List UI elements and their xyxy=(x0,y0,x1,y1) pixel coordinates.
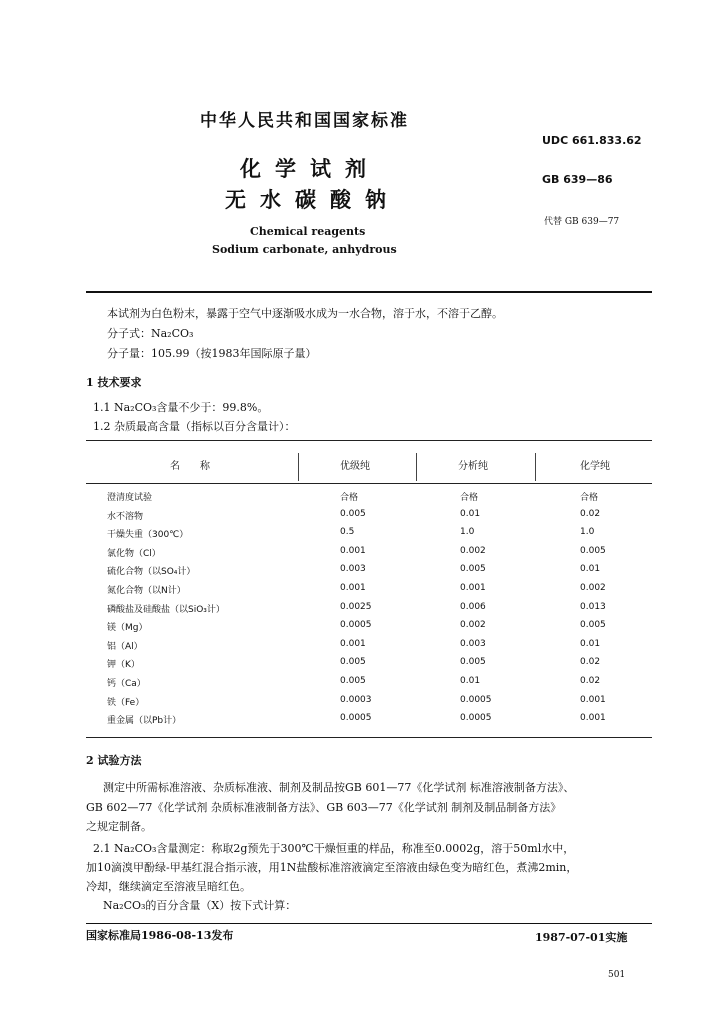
impurity-name: 镁（Mg） xyxy=(107,623,148,634)
impurity-limit: 0.005 xyxy=(460,657,486,668)
replaces-note: 代替 GB 639—77 xyxy=(544,217,620,227)
molecular-formula xyxy=(107,325,193,341)
table-header-gr: 优级纯 xyxy=(340,461,370,472)
impurity-name: 硫化合物（以SO₄计） xyxy=(107,567,196,578)
table-row xyxy=(0,695,722,713)
table-row xyxy=(0,657,722,675)
impurity-limit: 1.0 xyxy=(580,527,595,538)
impurity-limit: 0.0005 xyxy=(340,620,372,631)
table-col-sep xyxy=(416,453,417,481)
impurity-limit: 0.0025 xyxy=(340,601,372,612)
table-row xyxy=(0,527,722,545)
impurity-limit: 0.0003 xyxy=(340,694,372,705)
impurity-limit: 0.001 xyxy=(580,713,606,724)
section2-heading: 2 试验方法 xyxy=(86,754,142,767)
impurity-limit: 0.005 xyxy=(340,657,366,668)
table-bottom-rule xyxy=(86,737,652,738)
impurity-limit: 0.0005 xyxy=(340,713,372,724)
section2-para2-line1: 2.1 Na₂CO₃含量测定：称取2g预先于300℃干燥恒重的样品，称准至0.0002g，溶于50ml水中， xyxy=(93,842,575,855)
impurity-name: 钾（K） xyxy=(107,660,140,671)
impurity-limit: 0.005 xyxy=(580,545,606,556)
table-top-rule xyxy=(86,440,652,441)
impurity-limit: 0.005 xyxy=(460,564,486,575)
impurity-limit: 0.001 xyxy=(340,583,366,593)
title-cn-line1: 化学试剂 xyxy=(240,156,380,181)
formula-value: Na₂CO₃ xyxy=(151,327,194,340)
impurity-limit: 合格 xyxy=(460,493,479,503)
section1-heading: 1 技术要求 xyxy=(86,376,142,389)
issue-date: 国家标准局1986-08-13发布 xyxy=(86,929,234,942)
impurity-limit: 0.001 xyxy=(340,545,366,556)
effective-date: 1987-07-01实施 xyxy=(535,931,628,944)
impurity-name: 重金属（以Pb计） xyxy=(107,716,182,727)
impurity-limit: 0.003 xyxy=(340,564,366,575)
impurity-limit: 0.005 xyxy=(580,620,606,631)
impurity-limit: 0.005 xyxy=(340,508,366,519)
impurity-name: 氮化合物（以N计） xyxy=(107,586,186,596)
impurity-name: 氯化物（Cl） xyxy=(107,548,161,559)
section2-para1-line2: GB 602—77《化学试剂 杂质标准液制备方法》、GB 603—77《化学试剂 制剂及制品制备方法》 xyxy=(86,801,562,814)
impurity-limit: 0.001 xyxy=(580,694,606,705)
impurity-limit: 0.006 xyxy=(460,601,486,612)
table-col-sep xyxy=(535,453,536,481)
impurity-limit: 0.005 xyxy=(340,676,366,686)
impurity-limit: 0.002 xyxy=(460,620,486,631)
gb-number: GB 639—86 xyxy=(542,173,613,186)
impurity-limit: 0.01 xyxy=(580,638,601,649)
table-row xyxy=(0,583,722,601)
table-header-rule xyxy=(86,483,652,484)
impurity-limit: 合格 xyxy=(340,493,359,503)
section1-item2: 1.2 杂质最高含量（指标以百分含量计）： xyxy=(93,420,296,433)
impurity-limit: 0.0005 xyxy=(460,694,492,705)
impurity-limit: 0.001 xyxy=(340,638,366,649)
molecular-mass: 分子量：105.99（按1983年国际原子量） xyxy=(107,347,317,360)
page-number: 501 xyxy=(608,970,626,980)
section2-para2-line3: 冷却，继续滴定至溶液呈暗红色。 xyxy=(86,880,251,893)
title-en-line2: Sodium carbonate, anhydrous xyxy=(212,243,397,256)
table-row xyxy=(0,676,722,694)
impurity-limit: 0.003 xyxy=(460,638,486,649)
table-col-sep xyxy=(298,453,299,481)
header-divider xyxy=(86,291,652,293)
impurity-limit: 1.0 xyxy=(460,527,475,538)
impurity-limit: 0.02 xyxy=(580,508,601,519)
section2-para2-line2: 加10滴溴甲酚绿-甲基红混合指示液，用1N盐酸标准溶液滴定至溶液由绿色变为暗红色，煮沸2min， xyxy=(86,861,578,874)
impurity-limit: 0.001 xyxy=(460,583,486,593)
section2-para1-line3: 之规定制备。 xyxy=(86,820,152,833)
table-row xyxy=(0,713,722,731)
impurity-limit: 0.0005 xyxy=(460,713,492,724)
impurity-name: 铝（Al） xyxy=(107,641,143,652)
impurity-name: 干燥失重（300℃） xyxy=(107,530,189,541)
udc-number: UDC 661.833.62 xyxy=(542,134,642,147)
impurity-limit: 0.02 xyxy=(580,676,601,686)
table-row xyxy=(0,564,722,582)
table-row xyxy=(0,546,722,564)
footer-divider xyxy=(86,923,652,924)
section1-item1: 1.1 Na₂CO₃含量不少于：99.8%。 xyxy=(93,401,269,414)
impurity-limit: 0.013 xyxy=(580,601,606,612)
impurity-limit: 0.002 xyxy=(460,545,486,556)
table-row xyxy=(0,490,722,508)
impurity-limit: 0.01 xyxy=(460,508,481,519)
impurity-name: 澄清度试验 xyxy=(107,493,153,503)
standard-org-title: 中华人民共和国国家标准 xyxy=(200,111,409,131)
impurity-limit: 0.5 xyxy=(340,527,355,538)
impurity-limit: 合格 xyxy=(580,493,599,503)
impurity-name: 磷酸盐及硅酸盐（以SiO₃计） xyxy=(107,604,225,615)
section2-para1-line1: 测定中所需标准溶液、杂质标准液、制剂及制品按GB 601—77《化学试剂 标准溶液制备方法》、 xyxy=(103,781,575,794)
table-row xyxy=(0,620,722,638)
title-cn-line2: 无水碳酸钠 xyxy=(225,187,400,212)
table-header-name: 名 称 xyxy=(170,461,210,472)
impurity-limit: 0.02 xyxy=(580,657,601,668)
formula-label: 分子式： xyxy=(107,327,151,340)
impurity-name: 钙（Ca） xyxy=(107,679,146,689)
table-header-ar: 分析纯 xyxy=(458,461,488,472)
section2-para2-line4: Na₂CO₃的百分含量（X）按下式计算： xyxy=(103,899,297,912)
impurity-limit: 0.002 xyxy=(580,583,606,593)
description: 本试剂为白色粉末，暴露于空气中逐渐吸水成为一水合物，溶于水，不溶于乙醇。 xyxy=(107,307,503,320)
table-row xyxy=(0,639,722,657)
impurity-name: 水不溶物 xyxy=(107,511,144,522)
table-row xyxy=(0,602,722,620)
impurity-limit: 0.01 xyxy=(580,564,601,575)
impurity-name: 铁（Fe） xyxy=(107,697,145,708)
table-row xyxy=(0,509,722,527)
title-en-line1: Chemical reagents xyxy=(250,225,366,238)
table-header-cp: 化学纯 xyxy=(580,461,610,472)
impurity-limit: 0.01 xyxy=(460,676,481,686)
